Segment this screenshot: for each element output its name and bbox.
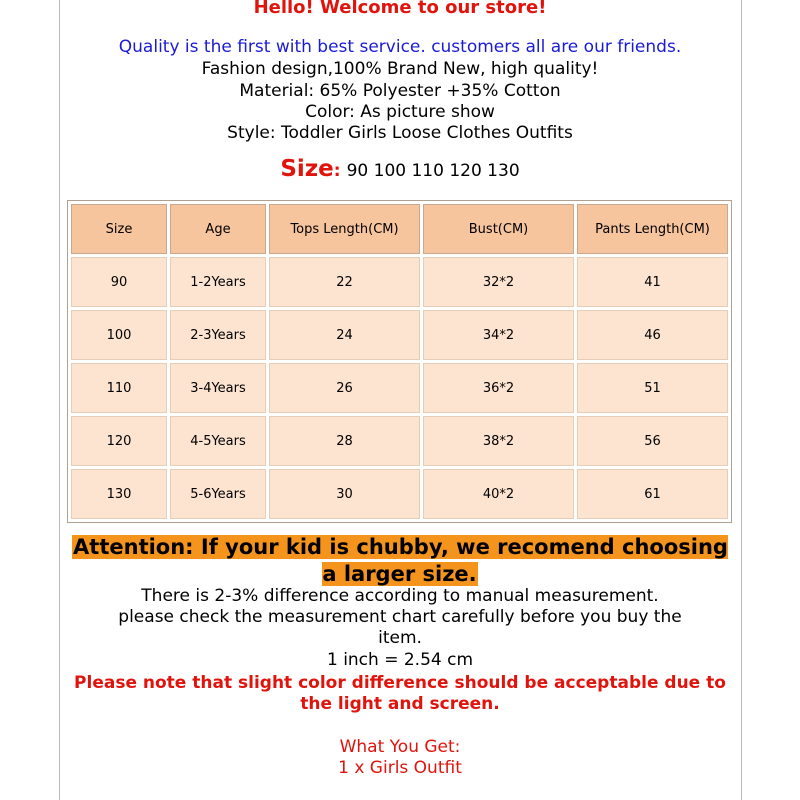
- table-cell: 100: [71, 310, 167, 360]
- check-note-line1: please check the measurement chart carefully before you buy the: [118, 607, 682, 627]
- difference-note: There is 2-3% difference according to manual measurement.: [141, 586, 659, 606]
- table-cell: 5-6Years: [170, 469, 266, 519]
- size-chart-table: [67, 200, 732, 523]
- table-cell: 3-4Years: [170, 363, 266, 413]
- table-cell: 26: [269, 363, 420, 413]
- size-line: [0, 156, 800, 182]
- table-cell: 4-5Years: [170, 416, 266, 466]
- table-header-cell: Tops Length(CM): [269, 204, 420, 254]
- table-cell: 28: [269, 416, 420, 466]
- table-header-row: [71, 204, 728, 254]
- material-line: Material: 65% Polyester +35% Cotton: [239, 81, 561, 101]
- color-line: Color: As picture show: [305, 102, 495, 122]
- what-you-get-heading: What You Get:: [339, 737, 461, 757]
- welcome-heading: Hello! Welcome to our store!: [253, 0, 547, 18]
- table-cell: 30: [269, 469, 420, 519]
- table-header-cell: Age: [170, 204, 266, 254]
- table-row: [71, 310, 728, 360]
- table-cell: 90: [71, 257, 167, 307]
- table-cell: 56: [577, 416, 728, 466]
- table-cell: 61: [577, 469, 728, 519]
- check-note-line2: item.: [378, 628, 422, 648]
- table-cell: 22: [269, 257, 420, 307]
- table-cell: 24: [269, 310, 420, 360]
- size-values: 90 100 110 120 130: [346, 161, 520, 181]
- package-item: 1 x Girls Outfit: [338, 758, 462, 778]
- table-cell: 110: [71, 363, 167, 413]
- fashion-line: Fashion design,100% Brand New, high quality!: [201, 59, 599, 79]
- table-cell: 34*2: [423, 310, 574, 360]
- table-cell: 2-3Years: [170, 310, 266, 360]
- table-cell: 36*2: [423, 363, 574, 413]
- table-row: [71, 363, 728, 413]
- table-cell: 40*2: [423, 469, 574, 519]
- table-row: [71, 257, 728, 307]
- table-cell: 41: [577, 257, 728, 307]
- table-cell: 46: [577, 310, 728, 360]
- table-cell: 1-2Years: [170, 257, 266, 307]
- table-cell: 120: [71, 416, 167, 466]
- table-header-cell: Bust(CM): [423, 204, 574, 254]
- quality-line: Quality is the first with best service. customers all are our friends.: [118, 37, 682, 57]
- size-label: Size: [280, 156, 334, 182]
- color-note-line1: Please note that slight color difference should be acceptable due to: [74, 673, 726, 693]
- table-cell: 32*2: [423, 257, 574, 307]
- table-header-cell: Size: [71, 204, 167, 254]
- inch-conversion: 1 inch = 2.54 cm: [326, 650, 474, 670]
- table-row: [71, 416, 728, 466]
- attention-highlight: Attention: If your kid is chubby, we recomend choosing a larger size.: [73, 535, 728, 586]
- color-note-line2: the light and screen.: [300, 694, 500, 714]
- size-colon: :: [333, 161, 341, 181]
- table-header-cell: Pants Length(CM): [577, 204, 728, 254]
- table-cell: 51: [577, 363, 728, 413]
- table-cell: 130: [71, 469, 167, 519]
- attention-note: [69, 534, 731, 588]
- table-row: [71, 469, 728, 519]
- table-cell: 38*2: [423, 416, 574, 466]
- style-line: Style: Toddler Girls Loose Clothes Outfits: [227, 123, 573, 143]
